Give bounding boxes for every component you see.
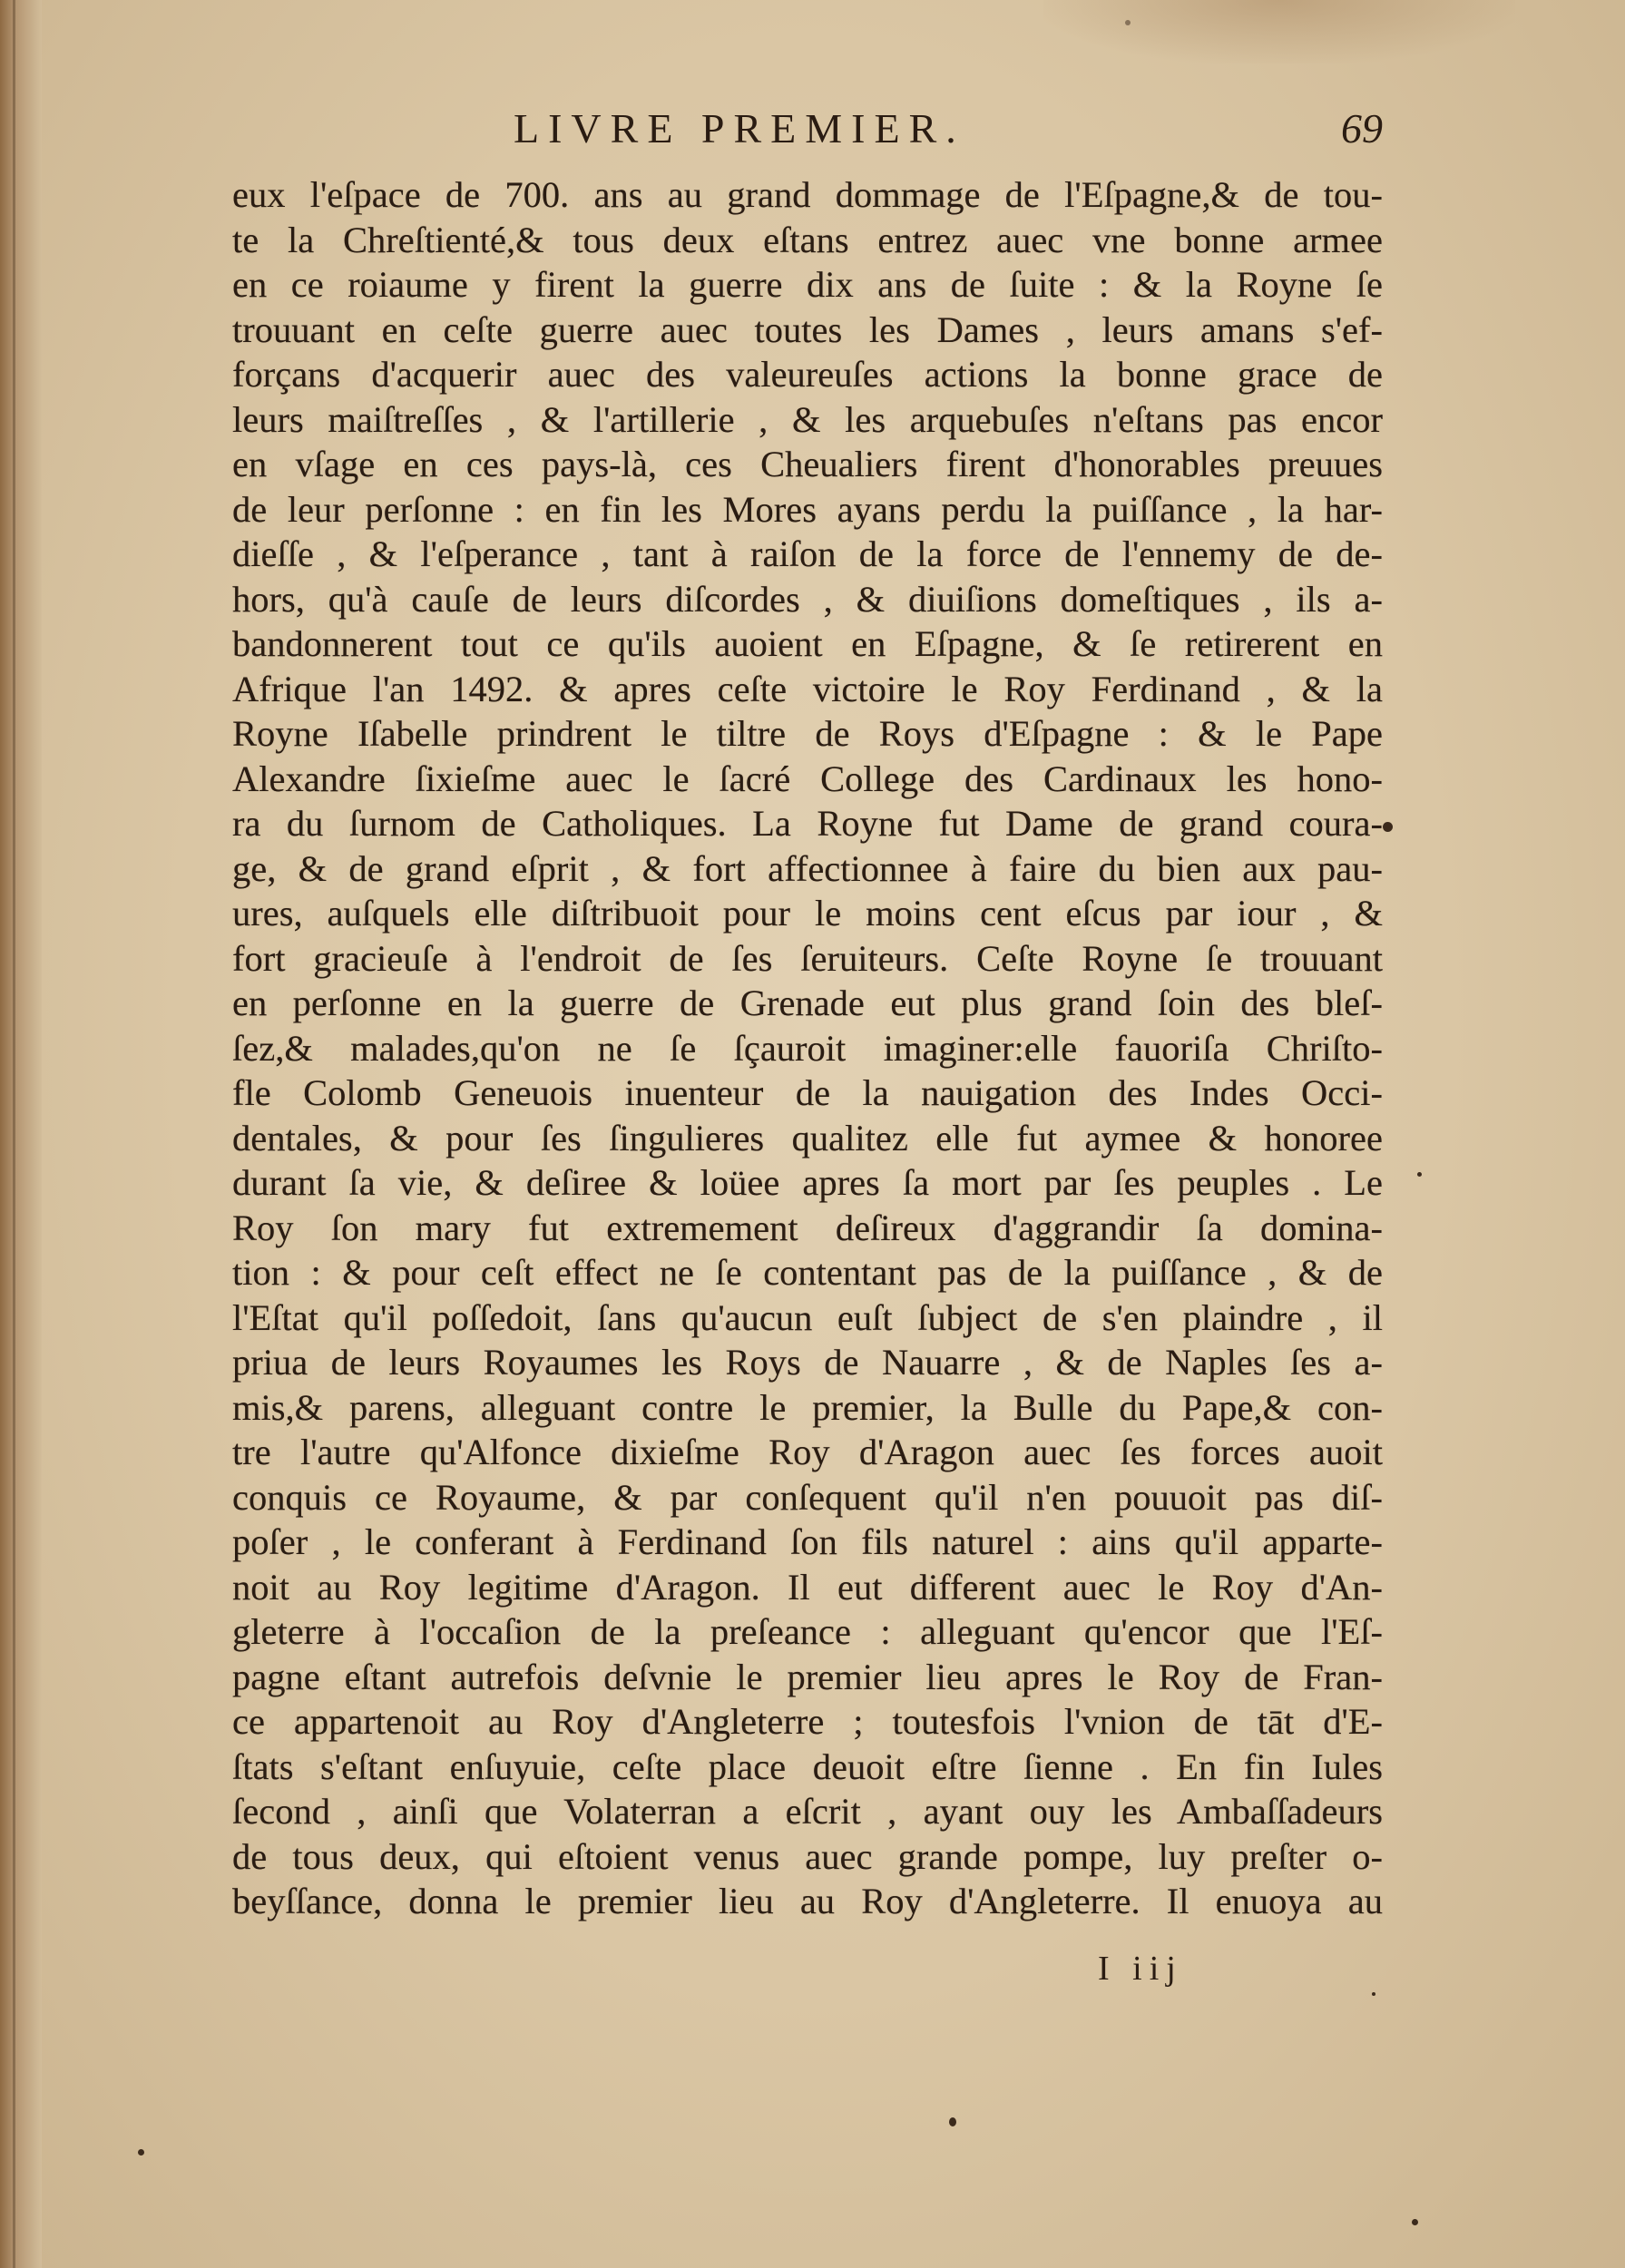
text-line: Royne Iſabelle prindrent le tiltre de Roys d'Eſpagne : & le Pape — [232, 713, 1383, 754]
page-number: 69 — [1341, 105, 1383, 152]
ink-speck — [1417, 1172, 1422, 1177]
text-line: leurs maiſtreſſes , & l'artillerie , & les arquebuſes n'eſtans pas encor — [232, 398, 1383, 440]
text-line: dentales, & pour ſes ſingulieres qualitez elle fut aymee & honoree — [232, 1117, 1383, 1158]
text-line: poſer , le conferant à Ferdinand ſon fils naturel : ains qu'il apparte- — [232, 1521, 1383, 1562]
ink-speck — [138, 2149, 144, 2156]
text-line: pagne eſtant autrefois deſvnie le premier lieu apres le Roy de Fran- — [232, 1656, 1383, 1697]
signature-mark: I iij — [1098, 1950, 1183, 1988]
text-line: ſez,& malades,qu'on ne ſe ſçauroit imaginer:elle fauoriſa Chriſto- — [232, 1027, 1383, 1069]
paper-stain — [1043, 0, 1515, 64]
text-line: mis,& parens, alleguant contre le premier, la Bulle du Pape,& con- — [232, 1386, 1383, 1428]
text-line: ra du ſurnom de Catholiques. La Royne fut Dame de grand coura- — [232, 803, 1383, 844]
text-line: ſecond , ainſi que Volaterran a eſcrit , ayant ouy les Ambaſſadeurs — [232, 1791, 1383, 1832]
ink-speck — [1412, 2219, 1418, 2225]
text-line: de tous deux, qui eſtoient venus auec grande pompe, luy preſter o- — [232, 1835, 1383, 1877]
text-line: gleterre à l'occaſion de la preſeance : alleguant qu'encor que l'Eſ- — [232, 1611, 1383, 1652]
text-line: tre l'autre qu'Alfonce dixieſme Roy d'Aragon auec ſes forces auoit — [232, 1432, 1383, 1472]
text-line: beyſſance, donna le premier lieu au Roy d'Angleterre. Il enuoya au — [232, 1881, 1383, 1921]
text-line: forçans d'acquerir auec des valeureuſes actions la bonne grace de — [232, 354, 1383, 395]
text-line: conquis ce Royaume, & par conſequent qu'il n'en pouuoit pas diſ- — [232, 1476, 1383, 1518]
text-line: trouuant en ceſte guerre auec toutes les Dames , leurs amans s'ef- — [232, 308, 1383, 350]
text-line: tion : & pour ceſt effect ne ſe contentant pas de la puiſſance , & de — [232, 1252, 1383, 1293]
text-line: ce appartenoit au Roy d'Angleterre ; toutesfois l'vnion de tāt d'E- — [232, 1701, 1383, 1742]
running-title: LIVRE PREMIER. — [514, 105, 965, 152]
ink-speck — [1125, 20, 1131, 25]
text-line: durant ſa vie, & deſiree & loüee apres ſa mort par ſes peuples . Le — [232, 1162, 1383, 1203]
text-line: hors, qu'à cauſe de leurs diſcordes , & diuiſions domeſtiques , ils a- — [232, 578, 1383, 620]
text-line: ures, auſquels elle diſtribuoit pour le moins cent eſcus par iour , & — [232, 893, 1383, 934]
ink-speck — [949, 2117, 956, 2126]
text-line: ge, & de grand eſprit , & fort affectionnee à faire du bien aux pau- — [232, 847, 1383, 889]
text-line: en vſage en ces pays-là, ces Cheualiers firent d'honorables preuues — [232, 444, 1383, 484]
text-line: de leur perſonne : en fin les Mores ayans perdu la puiſſance , la har- — [232, 488, 1383, 530]
text-line: fort gracieuſe à l'endroit de ſes ſeruiteurs. Ceſte Royne ſe trouuant — [232, 937, 1383, 979]
text-line: priua de leurs Royaumes les Roys de Nauarre , & de Naples ſes a- — [232, 1342, 1383, 1383]
text-line: Alexandre ſixieſme auec le ſacré College des Cardinaux les hono- — [232, 758, 1383, 799]
text-line: l'Eſtat qu'il poſſedoit, ſans qu'aucun euſt ſubject de s'en plaindre , il — [232, 1296, 1383, 1338]
text-line: ſtats s'eſtant enſuyuie, ceſte place deuoit eſtre ſienne . En fin Iules — [232, 1745, 1383, 1787]
text-line: Afrique l'an 1492. & apres ceſte victoire le Roy Ferdinand , & la — [232, 668, 1383, 709]
text-line: bandonnerent tout ce qu'ils auoient en Eſpagne, & ſe retirerent en — [232, 623, 1383, 664]
ink-speck — [1372, 1992, 1375, 1996]
text-line: en ce roiaume y firent la guerre dix ans de ſuite : & la Royne ſe — [232, 264, 1383, 305]
page-binding-edge — [0, 0, 42, 2268]
text-line: fle Colomb Geneuois inuenteur de la nauigation des Indes Occi- — [232, 1072, 1383, 1113]
ink-speck — [1383, 822, 1393, 832]
text-line: Roy ſon mary fut extremement deſireux d'aggrandir ſa domina- — [232, 1207, 1383, 1248]
text-line: te la Chreſtienté,& tous deux eſtans entrez auec vne bonne armee — [232, 219, 1383, 260]
text-line: dieſſe , & l'eſperance , tant à raiſon de la force de l'ennemy de de- — [232, 533, 1383, 574]
text-line: noit au Roy legitime d'Aragon. Il eut different auec le Roy d'An- — [232, 1566, 1383, 1608]
body-text — [232, 172, 1383, 1924]
page-header — [232, 102, 1383, 165]
text-line: eux l'eſpace de 700. ans au grand dommage de l'Eſpagne,& de tou- — [232, 174, 1383, 215]
text-line: en perſonne en la guerre de Grenade eut plus grand ſoin des bleſ- — [232, 982, 1383, 1023]
